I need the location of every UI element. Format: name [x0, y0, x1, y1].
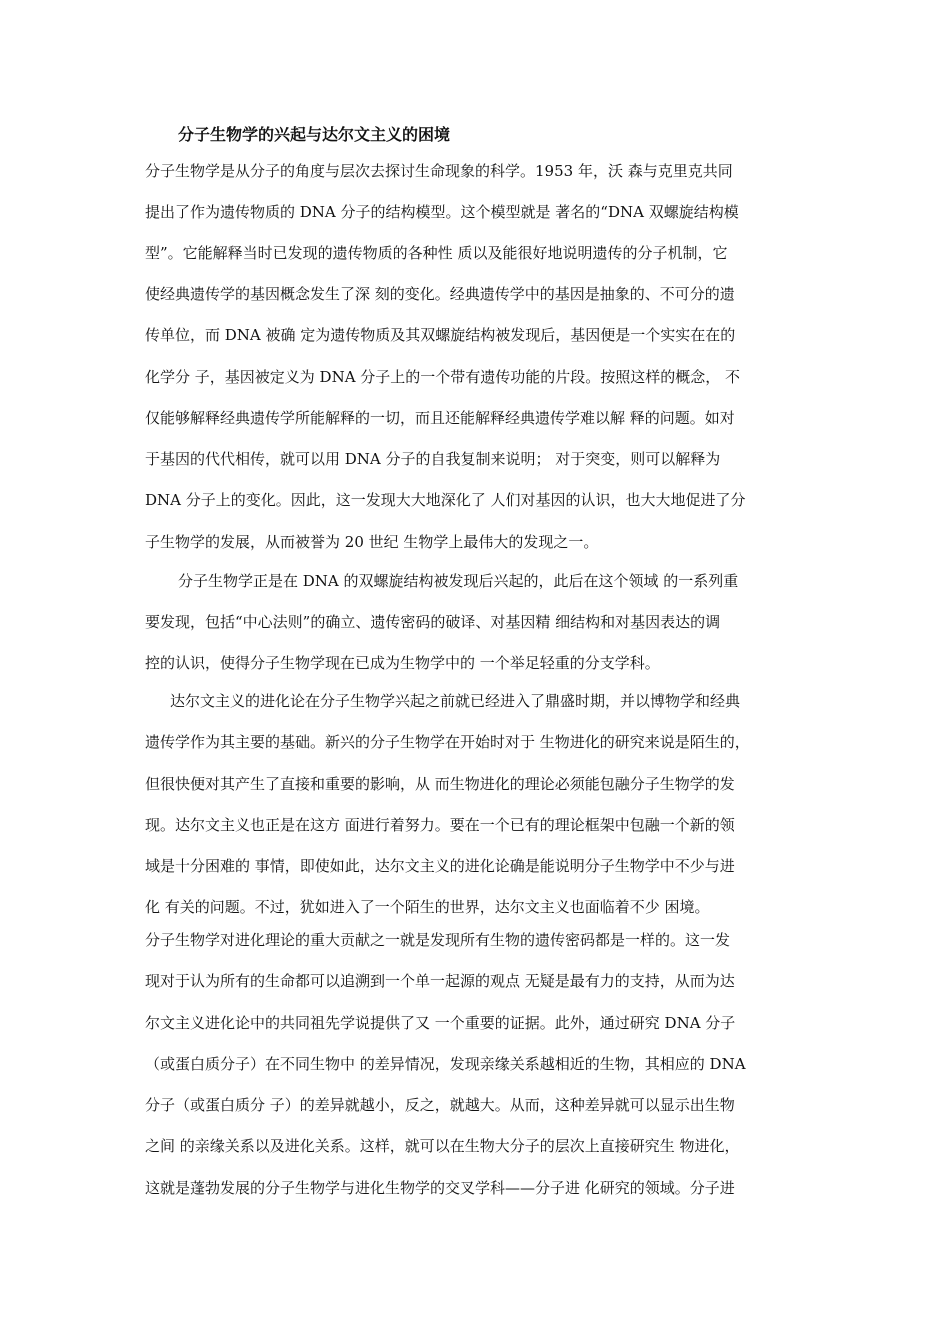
text-line: 遗传学作为其主要的基础。新兴的分子生物学在开始时对于 生物进化的研究来说是陌生的，: [145, 733, 750, 751]
text-line: 提出了作为遗传物质的 DNA 分子的结构模型。这个模型就是 著名的“DNA 双螺旋结构模: [145, 203, 739, 221]
text-line: 这就是蓬勃发展的分子生物学与进化生物学的交叉学科——分子进 化研究的领域。分子进: [145, 1179, 735, 1197]
text-line: 分子生物学正是在 DNA 的双螺旋结构被发现后兴起的，此后在这个领域 的一系列重: [178, 572, 739, 590]
text-line: 达尔文主义的进化论在分子生物学兴起之前就已经进入了鼎盛时期，并以博物学和经典: [170, 692, 741, 710]
text-line: 现。达尔文主义也正是在这方 面进行着努力。要在一个已有的理论框架中包融一个新的领: [145, 816, 735, 834]
text-line: 现对于认为所有的生命都可以追溯到一个单一起源的观点 无疑是最有力的支持，从而为达: [145, 972, 735, 990]
text-line: DNA 分子上的变化。因此，这一发现大大地深化了 人们对基因的认识，也大大地促进了分: [145, 491, 746, 509]
text-line: 尔文主义进化论中的共同祖先学说提供了又 一个重要的证据。此外，通过研究 DNA 分子: [145, 1014, 736, 1032]
document-title: 分子生物学的兴起与达尔文主义的困境: [178, 125, 451, 144]
text-line: 化 有关的问题。不过，犹如进入了一个陌生的世界，达尔文主义也面临着不少 困境。: [145, 898, 710, 916]
text-line: 化学分 子，基因被定义为 DNA 分子上的一个带有遗传功能的片段。按照这样的概念， 不: [145, 368, 741, 386]
text-line: 之间 的亲缘关系以及进化关系。这样，就可以在生物大分子的层次上直接研究生 物进化，: [145, 1137, 740, 1155]
text-line: 分子生物学对进化理论的重大贡献之一就是发现所有生物的遗传密码都是一样的。这一发: [145, 931, 731, 949]
text-line: 要发现，包括“中心法则”的确立、遗传密码的破译、对基因精 细结构和对基因表达的调: [145, 613, 721, 631]
text-line: 使经典遗传学的基因概念发生了深 刻的变化。经典遗传学中的基因是抽象的、不可分的遗: [145, 285, 735, 303]
text-line: 子生物学的发展，从而被誉为 20 世纪 生物学上最伟大的发现之一。: [145, 533, 599, 551]
text-line: 仅能够解释经典遗传学所能解释的一切，而且还能解释经典遗传学难以解 释的问题。如对: [145, 409, 735, 427]
text-line: 控的认识，使得分子生物学现在已成为生物学中的 一个举足轻重的分支学科。: [145, 654, 660, 672]
text-line: 于基因的代代相传，就可以用 DNA 分子的自我复制来说明； 对于突变，则可以解释为: [145, 450, 721, 468]
text-line: 但很快便对其产生了直接和重要的影响，从 而生物进化的理论必须能包融分子生物学的发: [145, 775, 735, 793]
text-line: 型”。它能解释当时已发现的遗传物质的各种性 质以及能很好地说明遗传的分子机制，它: [145, 244, 728, 262]
text-line: （或蛋白质分子）在不同生物中 的差异情况，发现亲缘关系越相近的生物，其相应的 DNA: [145, 1055, 746, 1073]
text-line: 传单位，而 DNA 被确 定为遗传物质及其双螺旋结构被发现后，基因便是一个实实在在的: [145, 326, 736, 344]
text-line: 域是十分困难的 事情，即使如此，达尔文主义的进化论确是能说明分子生物学中不少与进: [145, 857, 735, 875]
text-line: 分子（或蛋白质分 子）的差异就越小，反之，就越大。从而，这种差异就可以显示出生物: [145, 1096, 735, 1114]
text-line: 分子生物学是从分子的角度与层次去探讨生命现象的科学。1953 年，沃 森与克里克共同: [145, 162, 733, 180]
